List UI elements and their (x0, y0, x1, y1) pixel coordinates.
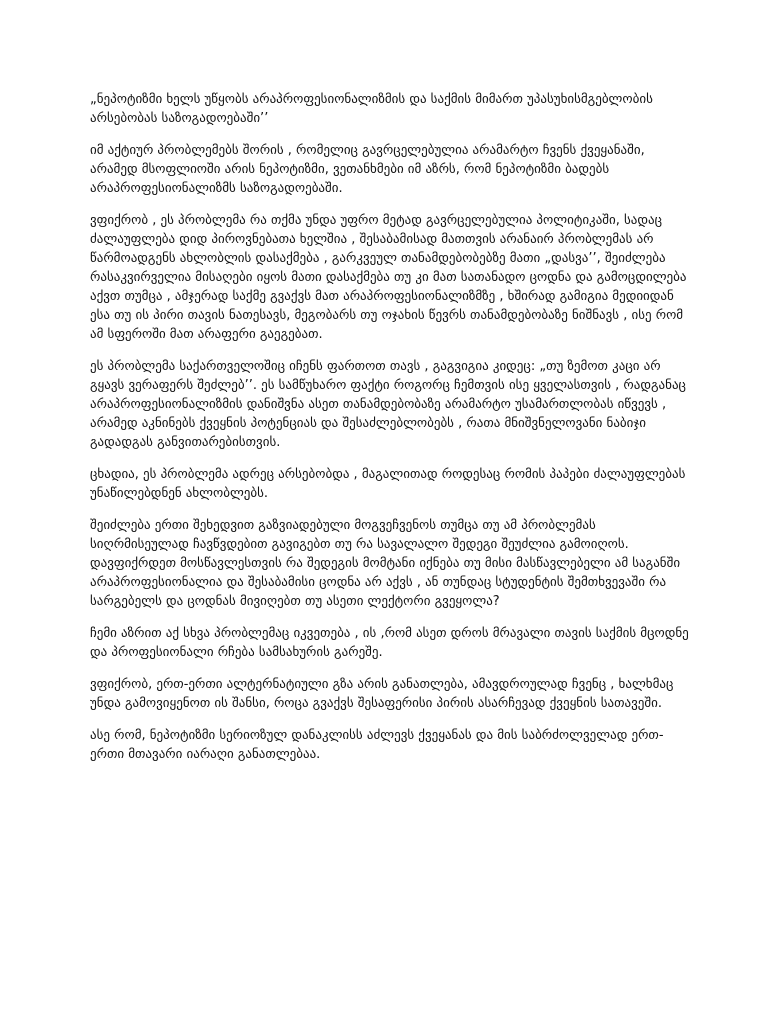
paragraph-3: ეს პრობლემა საქართველოშიც იჩენს ფართოთ თავს , გაგვიგია კიდეც: „თუ ზემოთ კაცი არ გყავს ვერაფერს შეძლებ’’. ეს სამწუხარო ფაქტი როგორც ჩემთვის ისე ყველასთვის , რადგანაც არაპროფესიონალიზმის დანიშვნა ასეთ თანამდებობაზე არამარტო უსამართლობას იწვევს , არამედ აკნინებს ქვეყნის პოტენციას და შესაძლებლობებს , რათა მნიშვნელოვანი ნაბიჯი გადადგას განვითარებისთვის. (90, 359, 686, 450)
paragraph-1: იმ აქტიურ პრობლემებს შორის , რომელიც გავრცელებულია არამარტო ჩვენს ქვეყანაში, არამედ მსოფლიოში არის ნეპოტიზმი, ვეთანხმები იმ აზრს, რომ ნეპოტიზმი ბადებს არაპროფესიონალიზმს საზოგადოებაში. (90, 143, 645, 196)
document-page (90, 90, 690, 777)
paragraph-8: ასე რომ, ნეპოტიზმი სერიოზულ დანაკლისს აძლევს ქვეყანას და მის საბრძოლველად ერთ-ერთი მთავარი იარაღი განათლებაა. (90, 728, 664, 762)
paragraph-4: ცხადია, ეს პრობლემა ადრეც არსებობდა , მაგალითად როდესაც რომის პაპები ძალაუფლებას უნაწილებდნენ ახლობლებს. (90, 467, 686, 501)
document-title: „ნეპოტიზმი ხელს უწყობს არაპროფესიონალიზმის და საქმის მიმართ უპასუხისმგებლობის არსებობას საზოგადოებაში’’ (90, 92, 653, 126)
paragraph-7: ვფიქრობ, ერთ-ერთი ალტერნატიული გზა არის განათლება, ამავდროულად ჩვენც , ხალხმაც უნდა გამოვიყენოთ ის შანსი, როცა გვაქვს შესაფერისი პირის ასარჩევად ქვეყნის სათავეში. (90, 677, 674, 711)
paragraph-5: შეიძლება ერთი შეხედვით გაზვიადებული მოგვეჩვენოს თუმცა თუ ამ პრობლემას სიღრმისეულად ჩავწვდებით გავიგებთ თუ რა სავალალო შედეგი შეუძლია გამოიღოს. დავფიქრდეთ მოსწავლესთვის რა შედეგის მომტანი იქნება თუ მისი მასწავლებელი ამ საგანში არაპროფესიონალია და შესაბამისი ცოდნა არ აქვს , ან თუნდაც სტუდენტის შემთხვევაში რა სარგებელს და ცოდნას მივიღებთ თუ ასეთი ლექტორი გვეყოლა? (90, 518, 681, 609)
paragraph-2: ვფიქრობ , ეს პრობლემა რა თქმა უნდა უფრო მეტად გავრცელებულია პოლიტიკაში, სადაც ძალაუფლება დიდ პიროვნებათა ხელშია , შესაბამისად მათთვის არანაირ პრობლემას არ წარმოადგენს ახლობლის დასაქმება , გარკვეულ თანამდებობებზე მათი „დასვა’’, შეიძლება რასაკვირველია მისაღები იყოს მათი დასაქმება თუ კი მათ სათანადო ცოდნა და გამოცდილება აქვთ თუმცა , ამჯერად საქმე გვაქვს მათ არაპროფესიონალიზმზე , ხშირად გამიგია მედიიდან ესა თუ ის პირი თავის ნათესავს, მეგობარს თუ ოჯახის წევრს თანამდებობაზე ნიშნავს , ისე რომ ამ სფეროში მათ არაფერი გაეგებათ. (90, 213, 687, 342)
paragraph-6: ჩემი აზრით აქ სხვა პრობლემაც იკვეთება , ის ,რომ ასეთ დროს მრავალი თავის საქმის მცოდნე და პროფესიონალი რჩება სამსახურის გარეშე. (90, 626, 689, 660)
